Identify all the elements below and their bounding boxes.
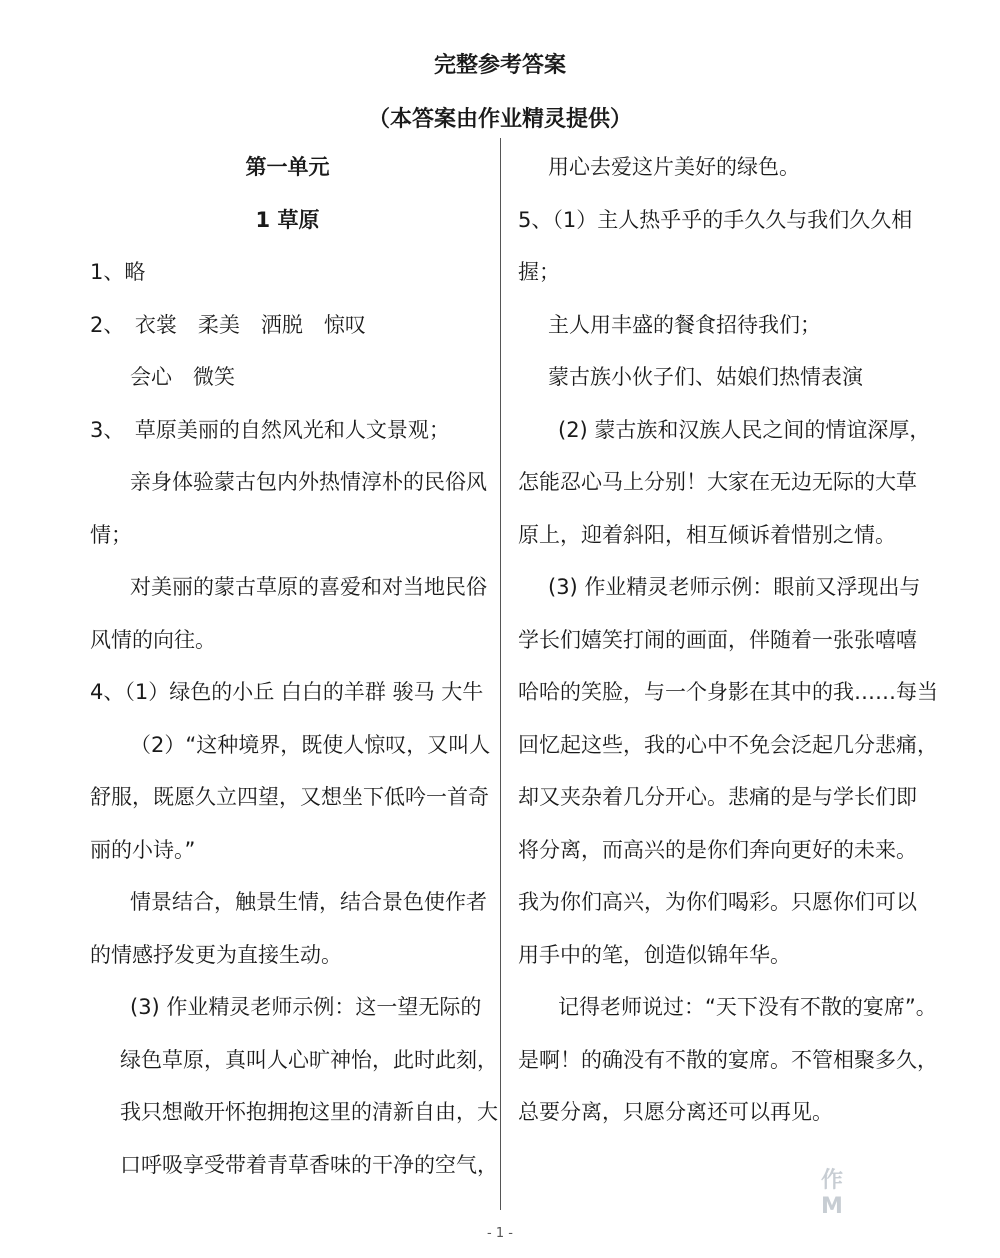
page-number: - 1 -: [487, 1226, 513, 1241]
text-line: 怎能忍心马上分别！大家在无边无际的大草: [518, 470, 917, 494]
text-line: (2) 蒙古族和汉族人民之间的情谊深厚，: [558, 417, 931, 442]
text-line: （2）“这种境界，既使人惊叹，又叫人: [130, 732, 491, 757]
left-column: [90, 150, 498, 1200]
text-line: 情；: [90, 522, 132, 547]
text-line: 我只想敞开怀抱拥抱这里的清新自由，大: [120, 1100, 498, 1124]
document-title: 完整参考答案: [433, 53, 566, 78]
text-line: 蒙古族小伙子们、姑娘们热情表演: [548, 365, 863, 389]
text-line: 会心 微笑: [130, 365, 235, 389]
text-line: 主人用丰盛的餐食招待我们；: [548, 312, 821, 337]
text-line: 哈哈的笑脸，与一个身影在其中的我……每当: [518, 680, 938, 704]
document-subtitle: （本答案由作业精灵提供）: [367, 107, 632, 132]
watermark-char: M: [821, 1194, 843, 1219]
text-line: 2、 衣裳 柔美 洒脱 惊叹: [90, 312, 366, 337]
text-line: 将分离，而高兴的是你们奔向更好的未来。: [518, 837, 917, 862]
watermark: [820, 1168, 844, 1220]
text-line: 丽的小诗。”: [90, 837, 196, 862]
text-line: 3、 草原美丽的自然风光和人文景观；: [90, 417, 450, 442]
right-column: [518, 150, 938, 1148]
watermark-char: 作: [820, 1168, 843, 1193]
text-line: 却又夹杂着几分开心。悲痛的是与学长们即: [518, 785, 917, 809]
text-line: 1、略: [90, 260, 146, 284]
text-line: 5、（1）主人热乎乎的手久久与我们久久相: [518, 207, 913, 232]
text-line: 我为你们高兴，为你们喝彩。只愿你们可以: [518, 890, 917, 914]
text-line: 舒服，既愿久立四望，又想坐下低吟一首奇: [90, 785, 489, 809]
text-line: 绿色草原，真叫人心旷神怡，此时此刻，: [120, 1047, 498, 1072]
text-line: 4、（1）绿色的小丘 白白的羊群 骏马 大牛: [90, 680, 484, 704]
text-line: 对美丽的蒙古草原的喜爱和对当地民俗: [130, 575, 487, 599]
text-line: 风情的向往。: [90, 627, 216, 652]
text-line: 口呼吸享受带着青草香味的干净的空气，: [120, 1152, 498, 1177]
text-line: 记得老师说过：“天下没有不散的宴席”。: [558, 995, 937, 1019]
text-line: 亲身体验蒙古包内外热情淳朴的民俗风: [130, 470, 487, 494]
text-line: 用心去爱这片美好的绿色。: [548, 155, 800, 179]
text-line: 学长们嬉笑打闹的画面，伴随着一张张嘻嘻: [518, 627, 917, 652]
section-heading: 第一单元: [245, 155, 330, 179]
text-line: 总要分离，只愿分离还可以再见。: [518, 1100, 833, 1124]
column-divider: [500, 138, 501, 1210]
text-line: 回忆起这些，我的心中不免会泛起几分悲痛，: [518, 732, 938, 757]
section-heading: 1 草原: [255, 207, 320, 232]
text-line: 用手中的笔，创造似锦年华。: [518, 942, 791, 967]
text-line: 握；: [518, 260, 560, 284]
text-line: 的情感抒发更为直接生动。: [90, 942, 342, 967]
text-line: 原上，迎着斜阳，相互倾诉着惜别之情。: [518, 522, 896, 547]
text-line: 情景结合，触景生情，结合景色使作者: [130, 890, 487, 914]
text-line: 是啊！的确没有不散的宴席。不管相聚多久，: [518, 1047, 938, 1072]
text-line: (3) 作业精灵老师示例：眼前又浮现出与: [548, 575, 921, 599]
text-line: (3) 作业精灵老师示例：这一望无际的: [130, 995, 482, 1019]
